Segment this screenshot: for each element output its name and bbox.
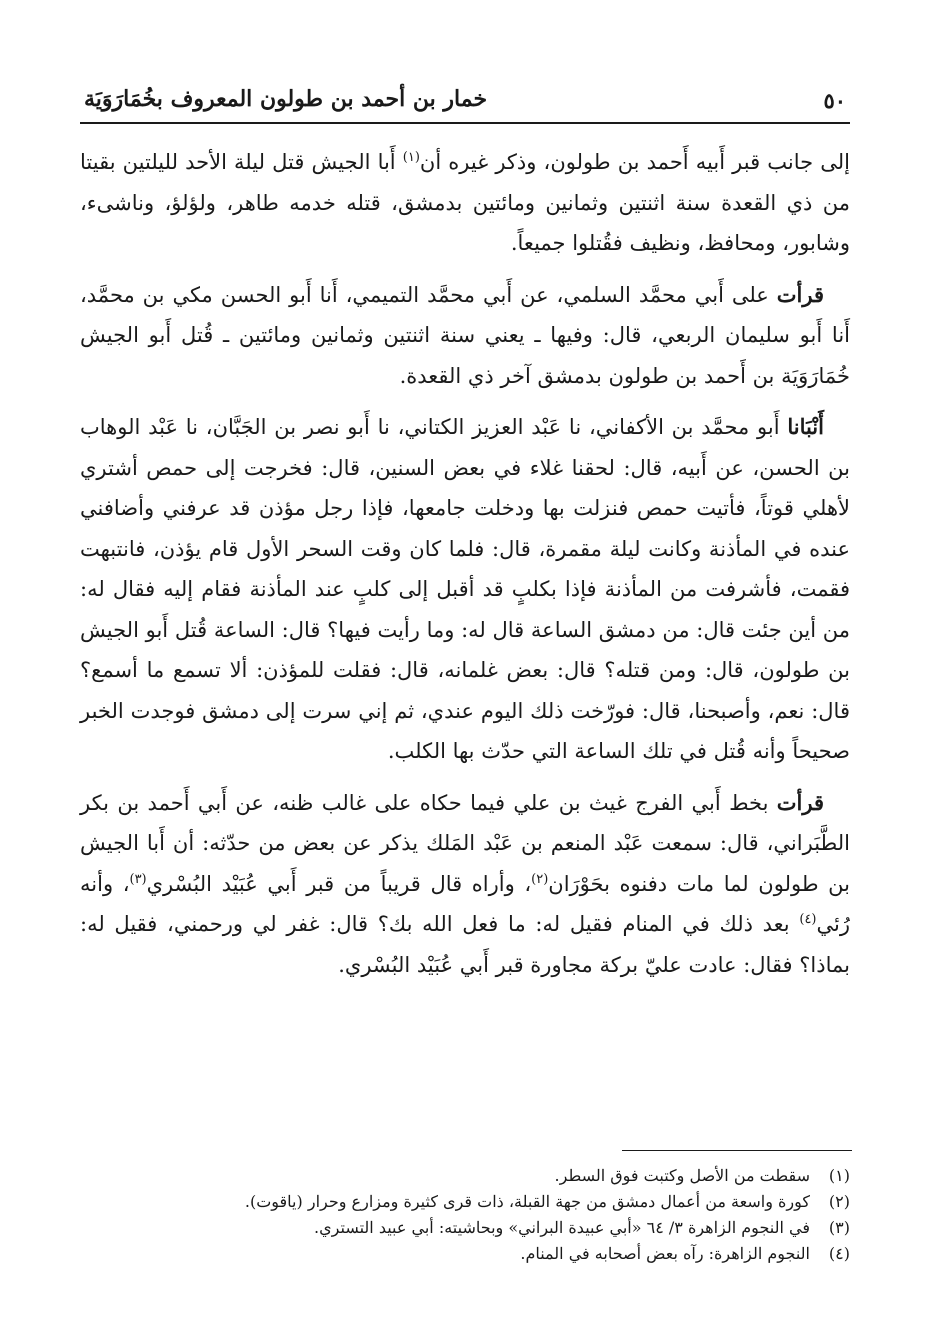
footnote-text: في النجوم الزاهرة ٣/ ٦٤ «أبي عبيدة البراني» وبحاشيته: أبي عبيد التستري. — [314, 1218, 810, 1237]
paragraph-text: على أَبي محمَّد السلمي، عن أَبي محمَّد التميمي، أَنا أَبو الحسن مكي بن محمَّد، أَنا أَبو سليمان الربعي، قال: وفيها ـ يعني سنة اثنتين وثمانين ومائتين ـ قُتل أَبو الجيش خُمَارَوَيَة بن أَحمد بن طولون بدمشق آخر ذي القعدة. — [80, 282, 850, 388]
running-title: خمار بن أحمد بن طولون المعروف بخُمَارَوَيَة — [84, 86, 488, 112]
footnote-number: (٢) — [828, 1192, 850, 1211]
paragraph-text: بخط أَبي الفرج غيث بن علي فيما حكاه على غالب ظنه، عن أَبي أَحمد بن بكر الطَّبَراني، قال: سمعت عَبْد المنعم بن عَبْد المَلك يذكر عن بعض من حدّثه: أن أَبا الجيش بن طولون لما مات دفنوه بحَوْرَان — [80, 790, 850, 896]
footnote-ref-2: (٢) — [531, 871, 549, 887]
footnote-text: النجوم الزاهرة: رآه بعض أصحابه في المنام. — [520, 1244, 810, 1263]
page-number: ٥٠ — [823, 88, 846, 113]
footnote-4 — [80, 1241, 850, 1267]
footnote-divider — [622, 1150, 852, 1151]
paragraph-text: أَبا الجيش قتل ليلة الأحد لليلتين بقيتا من ذي القعدة سنة اثنتين وثمانين ومائتين بدمشق، قتله خدمه طاهر، ولؤلؤ، وناشىء، وشابور، ومحافظ، ونظيف فقُتلوا جميعاً. — [80, 150, 850, 255]
paragraph-text: إلى جانب قبر أَبيه أَحمد بن طولون، وذكر غيره أن — [419, 150, 850, 174]
footnote-2 — [80, 1189, 850, 1215]
paragraph-text: ، وأراه قال قريباً من قبر أَبي عُبَيْد البُسْري — [146, 871, 532, 896]
paragraph-1 — [80, 142, 850, 264]
paragraph-text: ، وأنه رُئي — [80, 871, 850, 936]
paragraph-4 — [80, 783, 850, 986]
page-header — [80, 82, 850, 124]
paragraph-2 — [80, 275, 850, 397]
paragraph-keyword: قرأت — [776, 789, 824, 815]
footnote-3 — [80, 1215, 850, 1241]
footnotes — [80, 1163, 850, 1267]
paragraph-keyword: قرأت — [776, 281, 824, 307]
main-text — [80, 142, 850, 996]
footnote-ref-3: (٣) — [129, 871, 147, 887]
footnote-ref-1: (١) — [402, 150, 420, 165]
paragraph-text: بعد ذلك في المنام فقيل له: ما فعل الله بك؟ قال: غفر لي ورحمني، فقيل له: بماذا؟ فقال: عادت عليّ بركة مجاورة قبر أَبي عُبَيْد البُسْري. — [80, 912, 850, 977]
paragraph-keyword: أَنْبَانا — [787, 414, 824, 439]
footnote-1 — [80, 1163, 850, 1189]
footnote-text: كورة واسعة من أعمال دمشق من جهة القبلة، ذات قرى كثيرة ومزارع وحرار (ياقوت). — [244, 1192, 810, 1211]
paragraph-3 — [80, 407, 850, 772]
footnote-number: (١) — [828, 1166, 850, 1185]
footnote-ref-4: (٤) — [799, 912, 817, 927]
footnote-number: (٤) — [828, 1244, 850, 1263]
footnote-number: (٣) — [828, 1218, 850, 1237]
paragraph-text: أَبو محمَّد بن الأكفاني، نا عَبْد العزيز الكتاني، نا أَبو نصر بن الجَبَّان، نا عَبْد الوهاب بن الحسن، عن أَبيه، قال: لحقنا غلاء في بعض السنين، قال: فخرجت إلى حمص أشتري لأهلي قوتاً، فأتيت حمص فنزلت بها ودخلت جامعها، فإذا رجل مؤذن قد عرفني وأضافني عنده في المأذنة وكانت ليلة مقمرة، قال: فلما كان وقت السحر الأول قام يؤذن، فانتبهت فقمت، فأشرفت من المأذنة فإذا بكلبٍ قد أقبل إلى كلبٍ عند المأذنة فقام إليه فقال له: من أين جئت قال: من دمشق الساعة قال له: وما رأيت فيها؟ قال: الساعة قُتل أَبو الجيش بن طولون، قال: ومن قتله؟ قال: بعض غلمانه، قال: فقلت للمؤذن: ألا تسمع ما أسمع؟ قال: نعم، وأصبحنا، قال: فورّخت ذلك اليوم عندي، ثم إني سرت إلى دمشق فوجدت الخبر صحيحاً وأنه قُتل في تلك الساعة التي حدّث بها الكلب. — [80, 415, 850, 763]
footnote-text: سقطت من الأصل وكتبت فوق السطر. — [554, 1166, 810, 1185]
